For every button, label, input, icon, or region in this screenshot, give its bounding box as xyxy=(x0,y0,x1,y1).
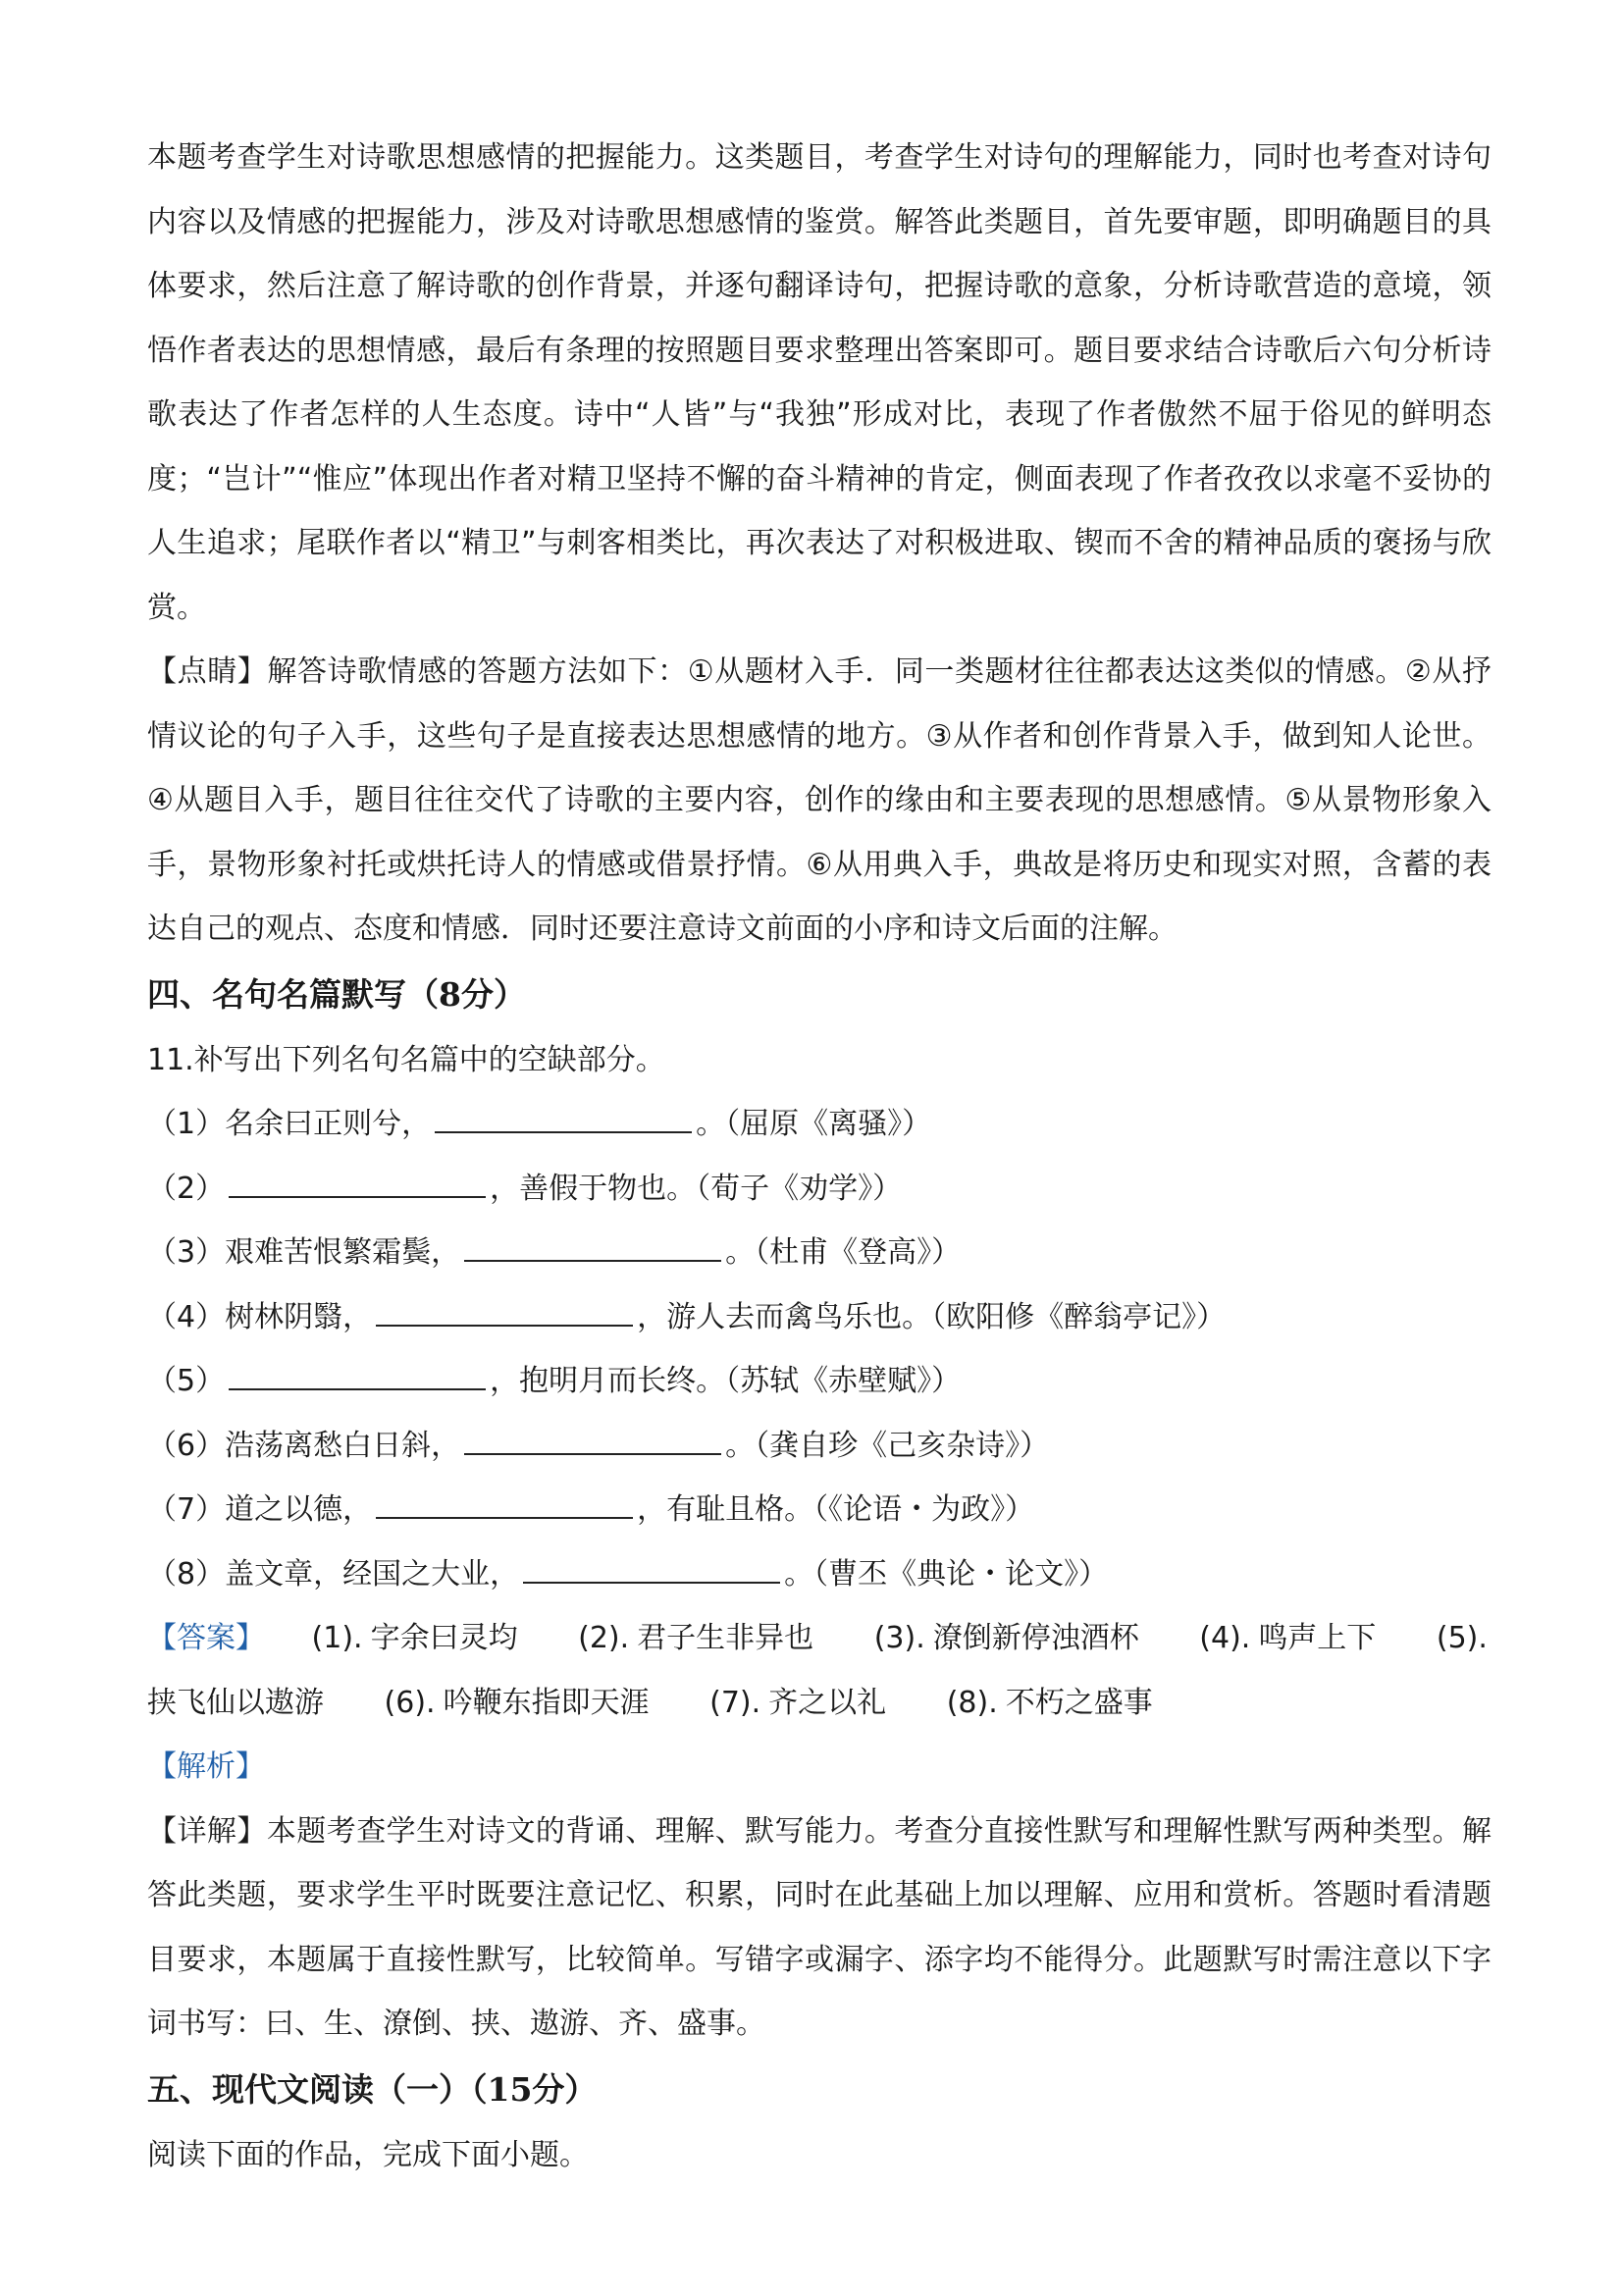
item-number: （4） xyxy=(147,1299,226,1334)
answer-blank[interactable] xyxy=(229,1173,486,1198)
answer-blank[interactable] xyxy=(376,1493,633,1519)
answer-blank[interactable] xyxy=(464,1236,721,1262)
fill-blank-item-1 xyxy=(147,1092,1492,1157)
tip-text: 解答诗歌情感的答题方法如下：①从题材入手．同一类题材往往都表达这类似的情感。②从抒情议论的句子入手，这些句子是直接表达思想感情的地方。③从作者和创作背景入手，做到知人论世。④从题目入手，题目往往交代了诗歌的主要内容，创作的缘由和主要表现的思想感情。⑤从景物形象入手，景物形象衬托或烘托诗人的情感或借景抒情。⑥从用典入手，典故是将历史和现实对照，含蓄的表达自己的观点、态度和情感．同时还要注意诗文前面的小序和诗文后面的注解。 xyxy=(147,654,1492,946)
item-text-after: 。（屈原《离骚》） xyxy=(696,1107,932,1141)
answer-line-1 xyxy=(147,1606,1492,1671)
item-text-after: 。（曹丕《典论・论文》） xyxy=(784,1556,1109,1592)
detail-text: 本题考查学生对诗文的背诵、理解、默写能力。考查分直接性默写和理解性默写两种类型。解答此类题，要求学生平时既要注意记忆、积累，同时在此基础上加以理解、应用和赏析。答题时看清题目要求，本题属于直接性默写，比较简单。写错字或漏字、添字均不能得分。此题默写时需注意以下字词书写：曰、生、潦倒、挟、遨游、齐、盛事。 xyxy=(147,1813,1492,2041)
fill-blank-item-3 xyxy=(147,1221,1492,1285)
fill-blank-item-8 xyxy=(147,1542,1492,1607)
item-number: （1） xyxy=(147,1107,226,1141)
answer-blank[interactable] xyxy=(523,1558,780,1584)
item-text-before: 艰难苦恨繁霜鬓， xyxy=(225,1235,461,1270)
section-heading-modern-reading: 五、现代文阅读（一）（15分） xyxy=(147,2069,598,2109)
answer-blank[interactable] xyxy=(464,1430,721,1455)
answer-item-5-number: (5). xyxy=(1436,1621,1488,1655)
item-number: （8） xyxy=(147,1556,226,1592)
item-text-before: 盖文章，经国之大业， xyxy=(225,1556,520,1592)
fill-blank-item-6 xyxy=(147,1414,1492,1479)
item-text-before: 树林阴翳， xyxy=(225,1299,373,1334)
item-text-after: ，抱明月而长终。（苏轼《赤壁赋》） xyxy=(490,1364,962,1398)
fill-blank-item-4 xyxy=(147,1285,1492,1350)
item-text-after: 。（龚自珍《己亥杂诗》） xyxy=(725,1428,1050,1463)
item-text-after: ，善假于物也。（荀子《劝学》） xyxy=(490,1171,903,1206)
tip-label: 【点睛】 xyxy=(147,654,268,689)
answer-item-3: (3). 潦倒新停浊酒杯 xyxy=(873,1621,1139,1655)
item-number: （2） xyxy=(147,1171,226,1206)
answer-item-2: (2). 君子生非异也 xyxy=(578,1621,814,1655)
answer-line-2 xyxy=(147,1671,1492,1736)
item-text-after: ，有耻且格。（《论语・为政》） xyxy=(637,1492,1035,1527)
poetry-analysis-paragraph: 本题考查学生对诗歌思想感情的把握能力。这类题目，考查学生对诗句的理解能力，同时也考查对诗句内容以及情感的把握能力，涉及对诗歌思想感情的鉴赏。解答此类题目，首先要审题，即明确题目的具体要求，然后注意了解诗歌的创作背景，并逐句翻译诗句，把握诗歌的意象，分析诗歌营造的意境，领悟作者表达的思想情感，最后有条理的按照题目要求整理出答案即可。题目要求结合诗歌后六句分析诗歌表达了作者怎样的人生态度。诗中“人皆”与“我独”形成对比，表现了作者傲然不屈于俗见的鲜明态度；“岂计”“惟应”体现出作者对精卫坚持不懈的奋斗精神的肯定，侧面表现了作者孜孜以求毫不妥协的人生追求；尾联作者以“精卫”与刺客相类比，再次表达了对积极进取、锲而不舍的精神品质的褒扬与欣赏。 xyxy=(147,140,1492,625)
answer-blank[interactable] xyxy=(229,1365,486,1390)
answer-item-8: (8). 不朽之盛事 xyxy=(946,1685,1153,1720)
item-number: （7） xyxy=(147,1492,226,1527)
section-heading-recitation: 四、名句名篇默写（8分） xyxy=(147,974,526,1014)
answer-blank[interactable] xyxy=(376,1301,633,1327)
answer-label: 【答案】 xyxy=(147,1621,265,1655)
item-text-after: 。（杜甫《登高》） xyxy=(725,1235,962,1270)
analysis-label: 【解析】 xyxy=(147,1749,265,1784)
tip-paragraph xyxy=(147,640,1492,962)
fill-blank-item-2 xyxy=(147,1157,1492,1222)
item-number: （3） xyxy=(147,1235,226,1270)
answer-item-7: (7). 齐之以礼 xyxy=(709,1685,887,1720)
item-text-before: 名余曰正则兮， xyxy=(225,1107,432,1141)
page-content xyxy=(147,126,1492,2187)
question-11-prompt: 11.补写出下列名句名篇中的空缺部分。 xyxy=(147,1042,665,1077)
fill-blank-item-7 xyxy=(147,1478,1492,1542)
answer-item-4: (4). 鸣声上下 xyxy=(1199,1621,1377,1655)
detail-paragraph xyxy=(147,1800,1492,2057)
answer-item-5: 挟飞仙以遨游 xyxy=(147,1685,324,1720)
item-text-after: ，游人去而禽鸟乐也。（欧阳修《醉翁亭记》） xyxy=(637,1299,1227,1334)
answer-item-1: (1). 字余曰灵均 xyxy=(311,1621,518,1655)
fill-blank-list xyxy=(147,1092,1492,1606)
fill-blank-item-5 xyxy=(147,1349,1492,1414)
item-text-before: 道之以德， xyxy=(225,1492,373,1527)
item-number: （6） xyxy=(147,1428,226,1463)
answer-blank[interactable] xyxy=(435,1108,692,1133)
item-text-before: 浩荡离愁白日斜， xyxy=(225,1428,461,1463)
item-number: （5） xyxy=(147,1364,226,1398)
detail-label: 【详解】 xyxy=(147,1813,267,1849)
reading-instruction: 阅读下面的作品，完成下面小题。 xyxy=(147,2137,589,2172)
answer-item-6: (6). 吟鞭东指即天涯 xyxy=(384,1685,650,1720)
